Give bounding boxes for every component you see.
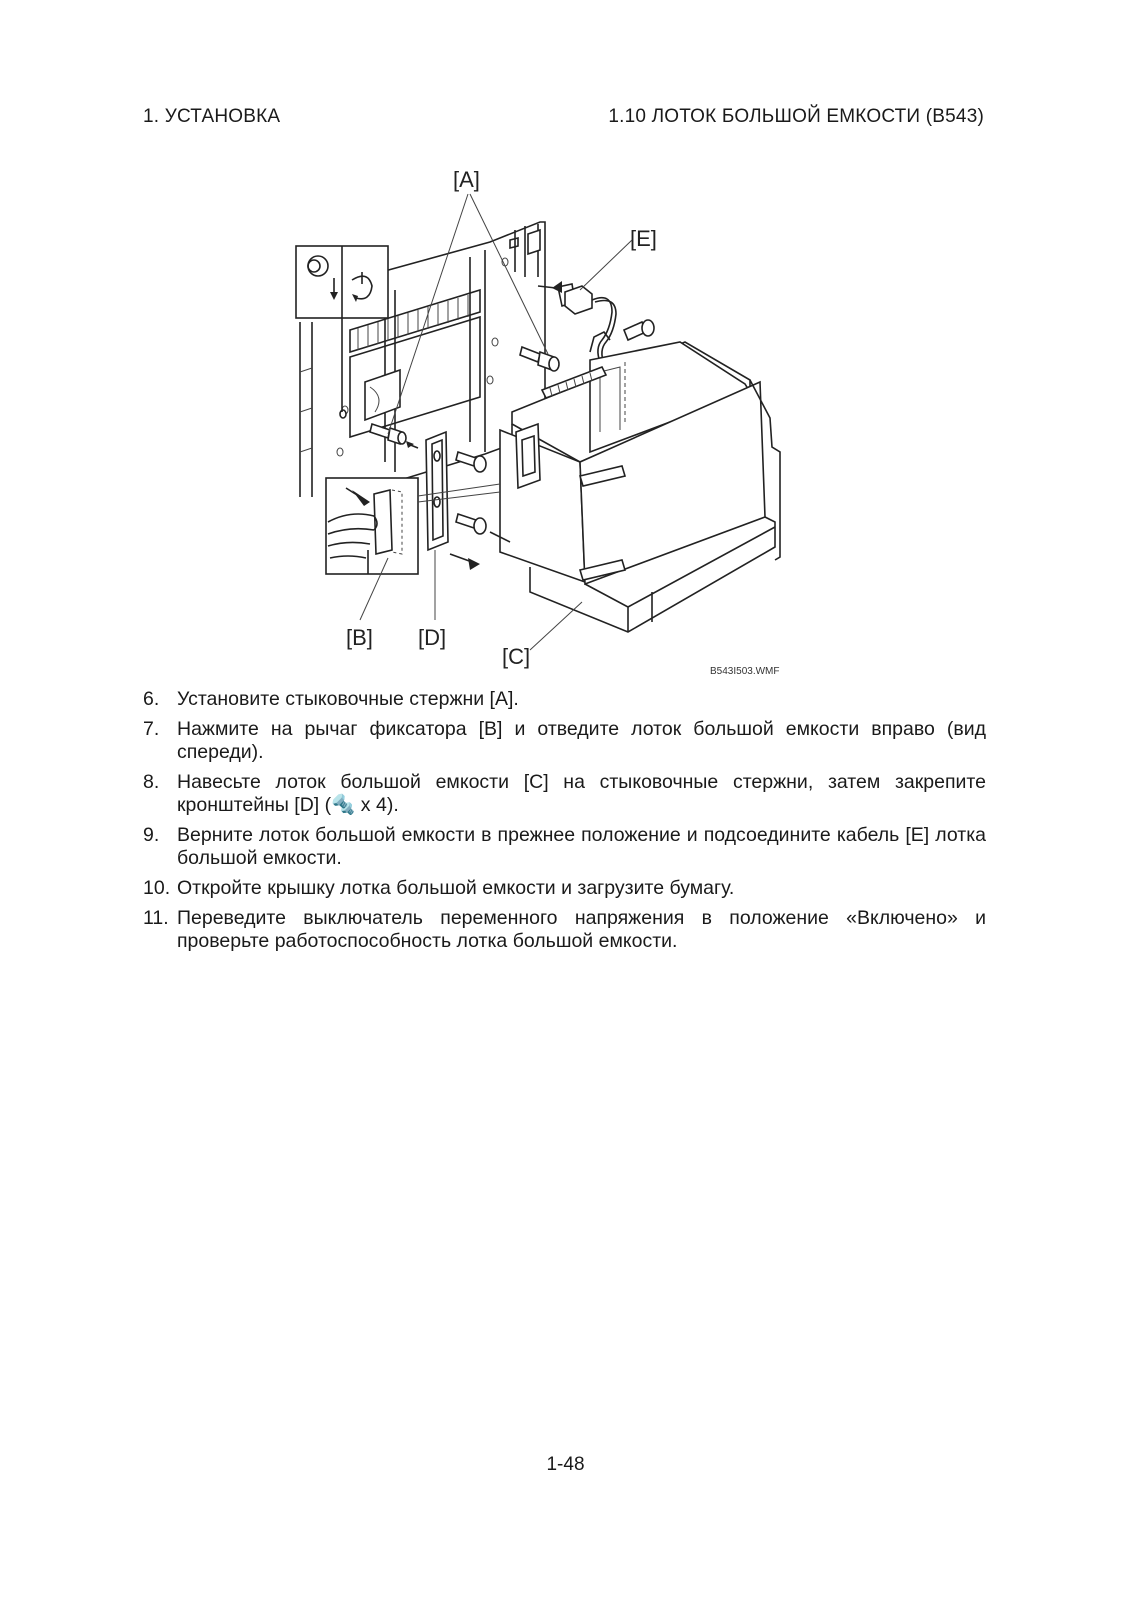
mounting-brackets [426,432,486,550]
page-number: 1-48 [546,1454,585,1475]
step-9 [143,824,986,870]
step-text: Установите стыковочные стержни [A]. [177,688,519,710]
step-6 [143,688,986,711]
installation-drawing [290,162,810,690]
callout-b: [B] [346,625,373,650]
running-header-section: 1. УСТАНОВКА [143,106,281,127]
step-number: 10. [143,877,171,899]
step-text: Откройте крышку лотка большой емкости и загрузите бумагу. [177,877,735,899]
step-10 [143,877,986,900]
callout-a: [A] [453,167,480,192]
figure-code: B543I503.WMF [710,666,780,677]
installation-figure [290,162,810,690]
step-text: Переведите выключатель переменного напряжения в положение «Включено» и проверьте работоспособность лотка большой емкости. [177,907,986,952]
large-capacity-tray [450,332,780,632]
step-7 [143,718,986,764]
callout-e: [E] [630,226,657,251]
running-header-chapter: 1.10 ЛОТОК БОЛЬШОЙ ЕМКОСТИ (B543) [608,106,984,127]
step-text: Навесьте лоток большой емкости [C] на стыковочные стержни, затем закрепите кронштейны [D] (🔩 x 4). [177,771,986,816]
step-text: Нажмите на рычаг фиксатора [B] и отведите лоток большой емкости вправо (вид спереди). [177,718,986,763]
procedure-steps [143,688,986,960]
step-number: 9. [143,824,160,846]
step-text: Верните лоток большой емкости в прежнее положение и подсоедините кабель [E] лотка большой емкости. [177,824,986,869]
step-11 [143,907,986,953]
step-number: 11. [143,907,169,929]
step-number: 7. [143,718,160,740]
callout-c: [C] [502,644,531,669]
step-number: 6. [143,688,160,710]
callout-d: [D] [418,625,447,650]
step-number: 8. [143,771,160,793]
step-8 [143,771,986,817]
